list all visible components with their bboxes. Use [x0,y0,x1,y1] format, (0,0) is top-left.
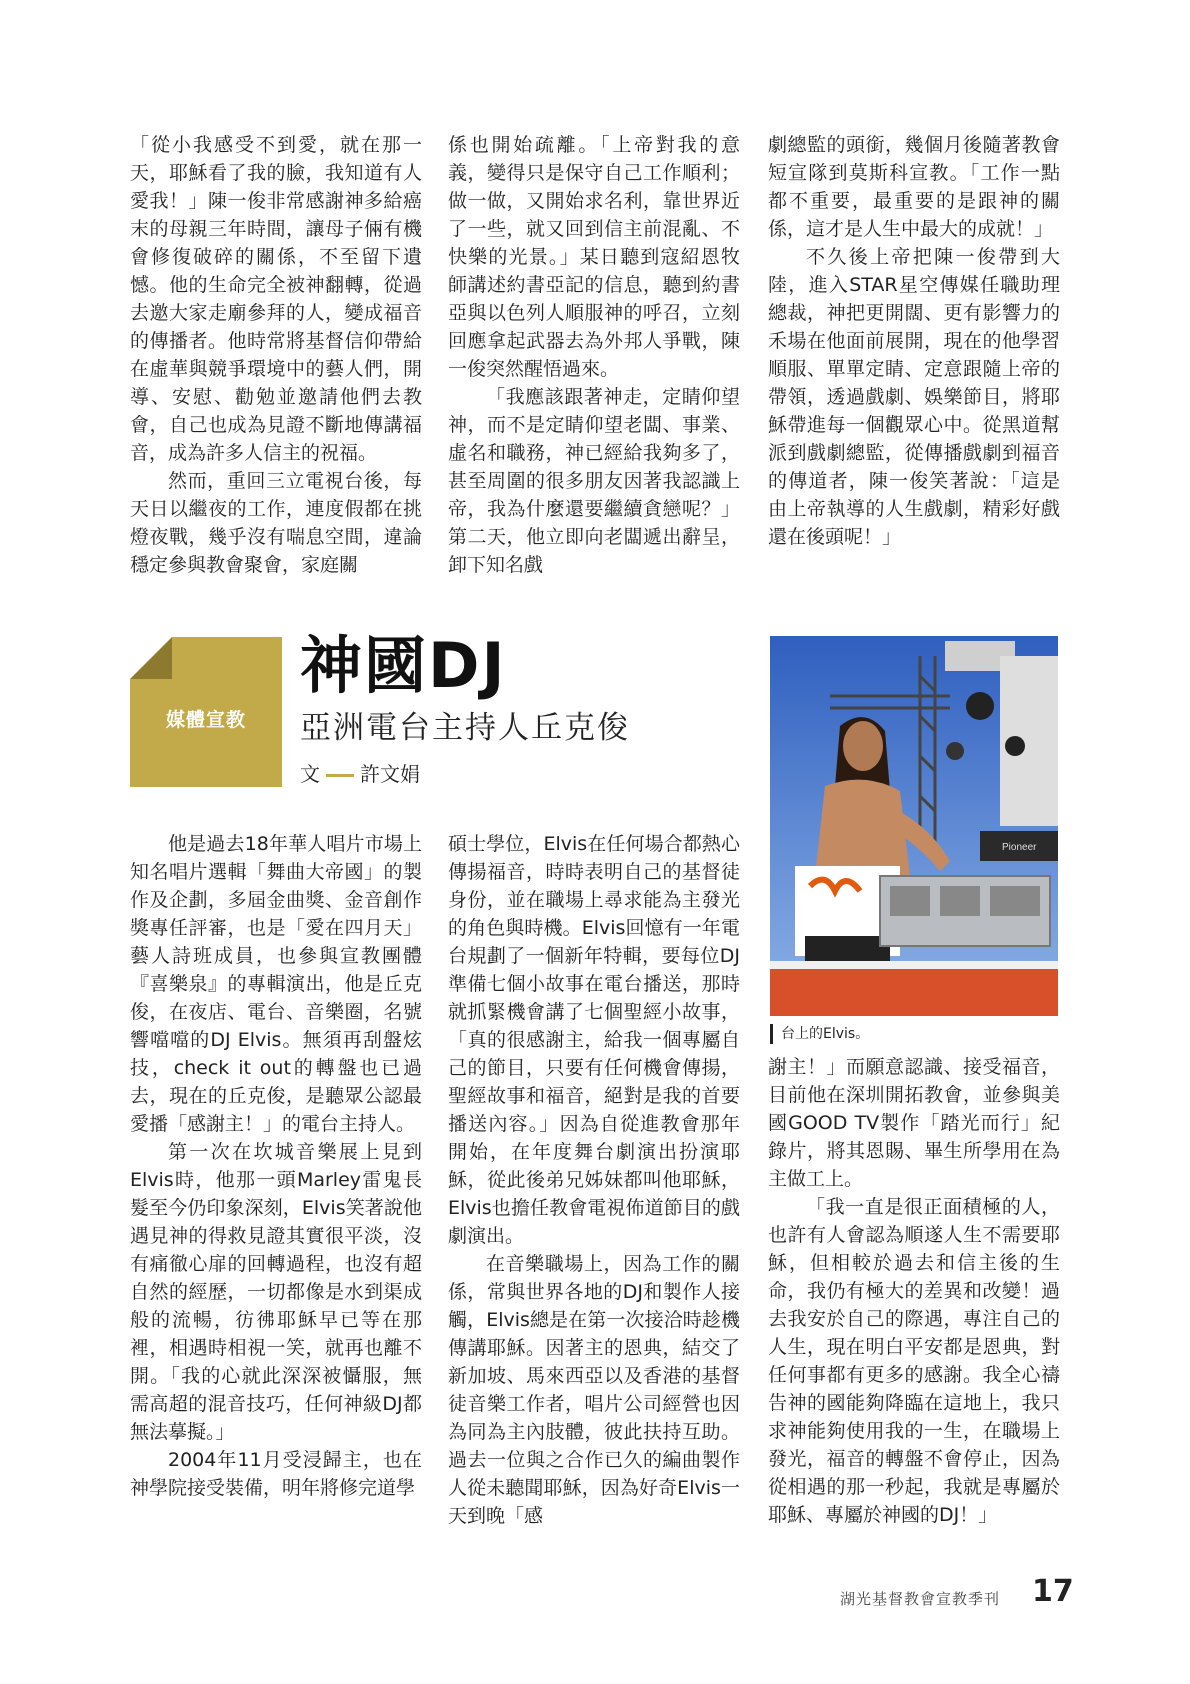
upper-column-2 [448,131,740,579]
byline-rule [326,774,354,777]
paragraph: 碩士學位，Elvis在任何場合都熱心傳揚福音，時時表明自己的基督徒身份，並在職場上尋求能為主發光的角色與時機。Elvis回憶有一年電台規劃了一個新年特輯，要每位DJ準備七個小故事在電台播送，那時就抓緊機會講了七個聖經小故事，「真的很感謝主，給我一個專屬自己的節目，只要有任何機會傳揚，聖經故事和福音，絕對是我的首要播送內容。」因為自從進教會那年開始，在年度舞台劇演出扮演耶穌，從此後弟兄姊妹都叫他耶穌，Elvis也擔任教會電視佈道節目的戲劇演出。 [448,833,740,1247]
paragraph: 不久後上帝把陳一俊帶到大陸，進入STAR星空傳媒任職助理總裁，神把更開闊、更有影響力的禾場在他面前展開，現在的他學習順服、單單定睛、定意跟隨上帝的帶領，透過戲劇、娛樂節目，將耶穌帶進每一個觀眾心中。從黑道幫派到戲劇總監，從傳播戲劇到福音的傳道者，陳一俊笑著說：「這是由上帝執導的人生戲劇，精彩好戲還在後頭呢！」 [768,246,1060,548]
paragraph: 「從小我感受不到愛，就在那一天，耶穌看了我的臉，我知道有人愛我！」陳一俊非常感謝神多給癌末的母親三年時間，讓母子倆有機會修復破碎的關係，不至留下遺憾。他的生命完全被神翻轉，從過去邀大家走廟參拜的人，變成福音的傳播者。他時常將基督信仰帶給在虛華與競爭環境中的藝人們，開導、安慰、勸勉並邀請他們去教會，自己也成為見證不斷地傳講福音，成為許多人信主的祝福。 [130,134,422,464]
publication-name: 湖光基督教會宣教季刊 [840,1590,1001,1608]
paragraph: 他是過去18年華人唱片市場上知名唱片選輯「舞曲大帝國」的製作及企劃，多屆金曲獎、金音創作獎專任評審，也是「愛在四月天」藝人詩班成員，也參與宣教團體『喜樂泉』的專輯演出，他是丘克俊，在夜店、電台、音樂圈，名號響噹噹的DJ Elvis。無須再刮盤炫技，check it out的轉盤也已過去，現在的丘克俊，是聽眾公認最愛播「感謝主！」的電台主持人。 [130,833,422,1135]
upper-column-3 [768,131,1060,551]
folded-corner-decoration [130,637,172,679]
page-number: 17 [1032,1574,1074,1609]
paragraph: 係也開始疏離。「上帝對我的意義，變得只是保守自己工作順利；做一做，又開始求名利，靠世界近了一些，就又回到信主前混亂、不快樂的光景。」某日聽到寇紹恩牧師講述約書亞記的信息，聽到約書亞與以色列人順服神的呼召，立刻回應拿起武器去為外邦人爭戰，陳一俊突然醒悟過來。 [448,134,740,380]
paragraph: 2004年11月受浸歸主，也在神學院接受裝備，明年將修完道學 [130,1449,422,1499]
article-column-1 [130,830,422,1502]
dj-stage-illustration [770,636,1058,1016]
photo-caption: 台上的Elvis。 [770,1024,869,1044]
paragraph: 第一次在坎城音樂展上見到Elvis時，他那一頭Marley雷鬼長髮至今仍印象深刻，Elvis笑著說他遇見神的得救見證其實很平淡，沒有痛徹心扉的回轉過程，也沒有超自然的經歷，一切都像是水到渠成般的流暢，彷彿耶穌早已等在那裡，相遇時相視一笑，就再也離不開。「我的心就此深深被懾服，無需高超的混音技巧，任何神級DJ都無法摹擬。」 [130,1141,422,1443]
article-title: 神國DJ [300,629,507,702]
paragraph: 謝主！」而願意認識、接受福音，目前他在深圳開拓教會，並參與美國GOOD TV製作「踏光而行」紀錄片，將其恩賜、畢生所學用在為主做工上。 [768,1056,1060,1190]
section-tag-label: 媒體宣教 [165,709,246,731]
paragraph: 然而，重回三立電視台後，每天日以繼夜的工作，連度假都在挑燈夜戰，幾乎沒有喘息空間，違論穩定參與教會聚會，家庭關 [130,470,422,576]
byline-author: 許文娟 [360,762,420,786]
article-subtitle: 亞洲電台主持人丘克俊 [300,710,630,746]
paragraph: 「我一直是很正面積極的人，也許有人會認為順遂人生不需要耶穌，但相較於過去和信主後的生命，我仍有極大的差異和改變！過去我安於自己的際遇，專注自己的人生，現在明白平安都是恩典，對任何事都有更多的感謝。我全心禱告神的國能夠降臨在這地上，我只求神能夠使用我的一生，在職場上發光，福音的轉盤不會停止，因為從相遇的那一秒起，我就是專屬於耶穌、專屬於神國的DJ！」 [768,1196,1060,1526]
paragraph: 劇總監的頭銜，幾個月後隨著教會短宣隊到莫斯科宣教。「工作一點都不重要，最重要的是跟神的關係，這才是人生中最大的成就！」 [768,134,1060,240]
paragraph: 「我應該跟著神走，定睛仰望神，而不是定睛仰望老闆、事業、虛名和職務，神已經給我夠多了，甚至周圍的很多朋友因著我認識上帝，我為什麼還要繼續貪戀呢？」第二天，他立即向老闆遞出辭呈，卸下知名戲 [448,386,740,576]
article-photo [770,636,1058,1016]
byline-prefix: 文 [300,762,320,786]
article-column-2 [448,830,740,1530]
upper-column-1 [130,131,422,579]
byline [300,760,420,788]
brand-label: Pioneer [1002,842,1037,853]
article-column-3 [768,1053,1060,1529]
paragraph: 在音樂職場上，因為工作的關係，常與世界各地的DJ和製作人接觸，Elvis總是在第一次接洽時趁機傳講耶穌。因著主的恩典，結交了新加坡、馬來西亞以及香港的基督徒音樂工作者，唱片公司經營也因為同為主內肢體，彼此扶持互助。過去一位與之合作已久的編曲製作人從未聽聞耶穌，因為好奇Elvis一天到晚「感 [448,1253,740,1527]
